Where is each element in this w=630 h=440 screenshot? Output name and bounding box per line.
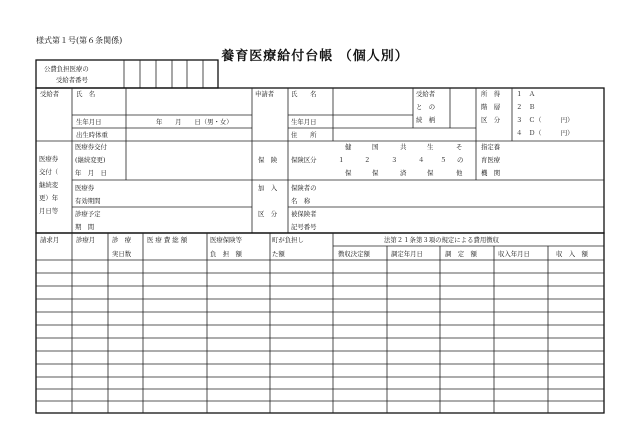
ins-type2-4: 保 (427, 169, 434, 177)
col-collection-group: 法第２１条第３項の規定による費用徴収 (384, 236, 500, 244)
col-receipt-date: 収入年月日 (498, 250, 530, 258)
col-assessment-amount: 調 定 額 (445, 250, 477, 258)
ticket-planned-2: 期 間 (75, 223, 95, 231)
income-option-c: ３ Ｃ（ 円） (516, 116, 574, 124)
ins-type-2: 国 (372, 143, 379, 151)
ins-type-1: 健 (345, 143, 352, 151)
col-insurance-share: 医療保険等 (210, 236, 242, 244)
ins-type-4: 生 (427, 143, 434, 151)
ins-num-4: ４ (418, 156, 425, 164)
col-collection-decided: 徴収決定額 (338, 250, 370, 258)
designated-3: 機 関 (481, 169, 501, 177)
ticket-col-3: 継続変 (39, 181, 59, 189)
col-municipal-share: 町が負担し (272, 236, 304, 244)
relation-label-3: 続 柄 (416, 116, 436, 124)
recipient-birth-label: 生年月日 (76, 118, 102, 126)
income-label-2: 階 層 (481, 103, 501, 111)
insurance-col-1: 保 険 (258, 156, 278, 164)
form-code: 様式第１号(第６条関係) (36, 36, 123, 45)
col-treatment: 診 療 (112, 236, 132, 244)
ticket-col-4: 更）年 (39, 194, 59, 202)
income-option-d: ４ Ｄ（ 円） (516, 129, 574, 137)
col-treatment-month: 診療月 (76, 236, 96, 244)
applicant-birth-label: 生年月日 (291, 118, 317, 126)
col-assessment-date: 調定年月日 (391, 250, 423, 258)
ticket-col-1: 医療券 (39, 155, 59, 163)
ins-type-3: 共 (400, 143, 407, 151)
col-billing-month: 請求月 (40, 236, 60, 244)
ins-type2-2: 保 (372, 169, 379, 177)
applicant-address-label: 住 所 (291, 131, 317, 139)
insured-number-2: 記号番号 (291, 223, 317, 231)
ins-type2-1: 保 (345, 169, 352, 177)
ticket-valid-2: 有効期間 (75, 197, 101, 205)
public-payer-label: 公費負担医療の (44, 65, 89, 73)
ticket-issue-1: 医療券交付 (75, 143, 107, 151)
ticket-issue-2: (継続変更) (75, 156, 106, 164)
insurance-category-label: 保険区分 (291, 156, 317, 164)
ins-num-5: ５ (440, 156, 447, 164)
insurer-name-1: 保険者の (291, 184, 317, 192)
insurance-col-3: 区 分 (258, 210, 278, 218)
ticket-planned-1: 診療予定 (75, 210, 101, 218)
col-days: 実日数 (112, 250, 132, 258)
income-label-1: 所 得 (481, 90, 501, 98)
ticket-col-5: 月日等 (39, 207, 59, 215)
ticket-col-2: 交付（ (39, 168, 59, 176)
income-option-b: ２ Ｂ (516, 103, 536, 111)
ticket-issue-3: 年 月 日 (75, 169, 107, 177)
relation-label-2: と の (416, 103, 436, 111)
ins-type2-3: 済 (400, 169, 407, 177)
ins-type2-5: 他 (456, 169, 463, 177)
ins-num-3: ３ (391, 156, 398, 164)
recipient-name-label: 氏 名 (76, 90, 96, 98)
recipient-birth-weight-label: 出生時体重 (76, 131, 108, 139)
insurance-col-2: 加 入 (258, 184, 278, 192)
col-municipal-share-2: た額 (272, 250, 285, 258)
income-option-a: １ Ａ (516, 90, 536, 98)
insurer-name-2: 名 称 (291, 197, 311, 205)
billing-table-grid (36, 233, 604, 413)
page-title: 養育医療給付台帳 （個人別） (221, 49, 409, 64)
recipient-birthdate-sex: 年 月 日（男・女） (156, 118, 233, 126)
public-payer-label-2: 受給者番号 (56, 76, 88, 84)
ins-type-5: そ (456, 143, 463, 151)
designated-1: 指定養 (481, 143, 501, 151)
ins-num-6: の (457, 156, 464, 164)
designated-2: 育医療 (481, 156, 501, 164)
ins-num-2: ２ (364, 156, 371, 164)
applicant-name-label: 氏 名 (291, 90, 317, 98)
recipient-section-label: 受給者 (40, 90, 60, 98)
ticket-valid-1: 医療券 (75, 184, 95, 192)
col-receipt-amount: 収 入 額 (556, 250, 588, 258)
ins-num-1: １ (338, 156, 345, 164)
relation-label-1: 受給者 (416, 90, 436, 98)
col-insurance-share-2: 負 担 額 (210, 250, 242, 258)
applicant-section-label: 申請者 (255, 90, 275, 98)
income-label-3: 区 分 (481, 116, 501, 124)
insured-number-1: 被保険者 (291, 210, 317, 218)
col-medical-total: 医 療 費 総 額 (147, 236, 188, 244)
